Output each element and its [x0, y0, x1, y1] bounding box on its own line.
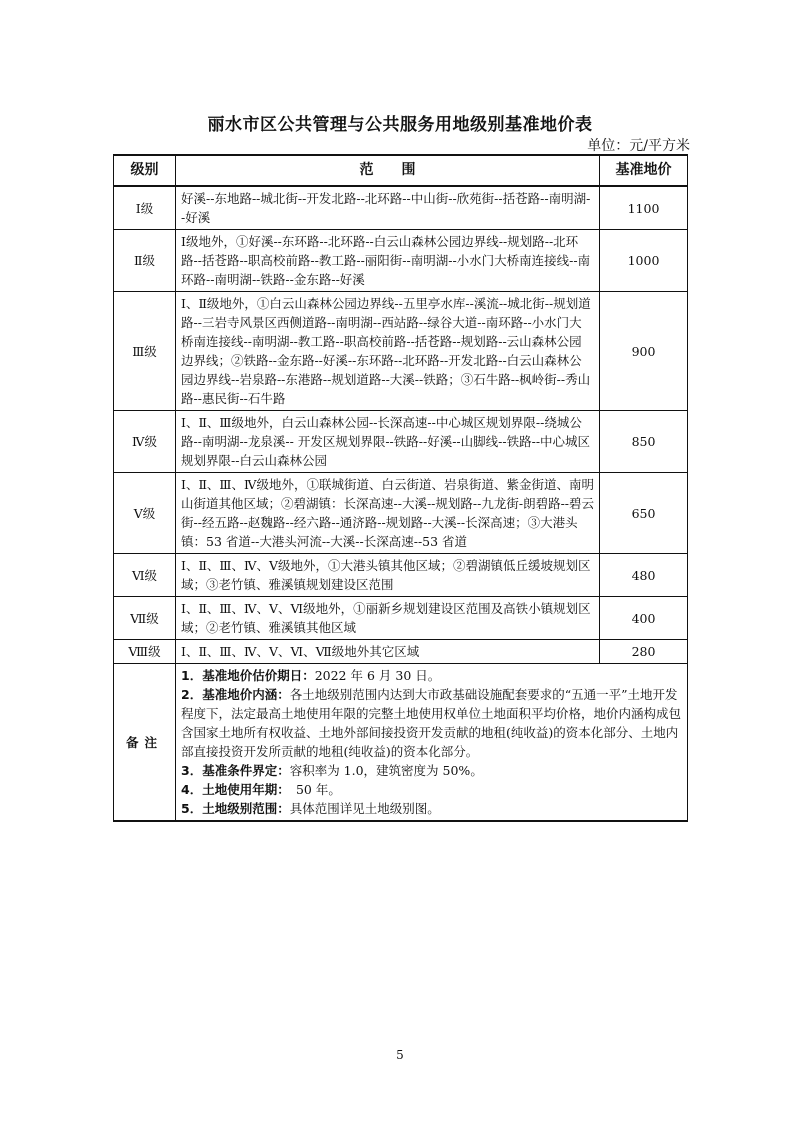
row-price: 400	[600, 597, 688, 640]
row-range: Ⅰ、Ⅱ、Ⅲ级地外，白云山森林公园--长深高速--中心城区规划界限--绕城公路--南明湖--龙泉溪-- 开发区规划界限--铁路--好溪--山脚线--铁路--中心城区规划界限--白云山森林公园	[176, 411, 600, 473]
note-body: 各土地级别范围内达到大市政基础设施配套要求的“五通一平”土地开发程度下，法定最高土地使用年限的完整土地使用权单位土地面积平均价格，地价内涵构成包含国家土地所有权收益、土地外部间接投资开发贡献的地租(纯收益)的资本化部分、土地内部直接投资开发所贡献的地租(纯收益)的资本化部分。	[181, 687, 682, 759]
table-row	[114, 640, 688, 664]
notes-row	[114, 664, 688, 822]
row-price: 480	[600, 554, 688, 597]
row-range: 好溪--东地路--城北街--开发北路--北环路--中山街--欣苑街--括苍路--南明湖--好溪	[176, 186, 600, 230]
table-row	[114, 473, 688, 554]
notes-label: 备注	[114, 664, 176, 822]
row-price: 900	[600, 292, 688, 411]
row-range: Ⅰ、Ⅱ、Ⅲ、Ⅳ级地外，①联城街道、白云街道、岩泉街道、紫金街道、南明山街道其他区域；②碧湖镇：长深高速--大溪--规划路--九龙街-朗碧路--碧云街--经五路--赵魏路--经六路--通济路--规划路--大溪--长深高速；③大港头镇：53 省道--大港头河流--大溪--长深高速--53 省道	[176, 473, 600, 554]
row-level: Ⅴ级	[114, 473, 176, 554]
table-row	[114, 597, 688, 640]
row-range: Ⅰ、Ⅱ级地外，①白云山森林公园边界线--五里亭水库--溪流--城北街--规划道路--三岩寺风景区西侧道路--南明湖--西站路--绿谷大道--南环路--小水门大桥南连接线--南明湖--教工路--职高校前路--括苍路--规划路--云山森林公园边界线；②铁路--金东路--好溪--东环路--北环路--开发北路--白云山森林公园边界线--岩泉路--东港路--规划道路--大溪--铁路；③石牛路--枫岭街--秀山路--惠民街--石牛路	[176, 292, 600, 411]
note-body: 2022 年 6 月 30 日。	[314, 668, 441, 683]
note-item	[181, 780, 682, 799]
table-row	[114, 411, 688, 473]
table-row	[114, 186, 688, 230]
table-row	[114, 292, 688, 411]
page-number: 5	[396, 1048, 404, 1062]
row-price: 1000	[600, 230, 688, 292]
land-price-table	[113, 154, 688, 822]
row-level: Ⅲ级	[114, 292, 176, 411]
row-price: 1100	[600, 186, 688, 230]
note-item	[181, 666, 682, 685]
note-body: 容积率为 1.0，建筑密度为 50%。	[289, 763, 483, 778]
row-level: Ⅶ级	[114, 597, 176, 640]
row-level: Ⅷ级	[114, 640, 176, 664]
table-header-row	[114, 155, 688, 186]
note-item	[181, 685, 682, 761]
table-row	[114, 554, 688, 597]
row-range: Ⅰ、Ⅱ、Ⅲ、Ⅳ、Ⅴ、Ⅵ、Ⅶ级地外其它区域	[176, 640, 600, 664]
row-price: 280	[600, 640, 688, 664]
note-head: 4．土地使用年期：	[181, 782, 284, 797]
note-head: 5．土地级别范围：	[181, 801, 290, 816]
row-range: Ⅰ级地外，①好溪--东环路--北环路--白云山森林公园边界线--规划路--北环路--括苍路--职高校前路--教工路--丽阳街--南明湖--小水门大桥南连接线--南环路--南明湖--铁路--金东路--好溪	[176, 230, 600, 292]
row-level: Ⅱ级	[114, 230, 176, 292]
note-head: 2．基准地价内涵：	[181, 687, 290, 702]
header-range: 范 围	[176, 155, 600, 186]
row-range: Ⅰ、Ⅱ、Ⅲ、Ⅳ、Ⅴ、Ⅵ级地外，①丽新乡规划建设区范围及高铁小镇规划区域；②老竹镇、雅溪镇其他区域	[176, 597, 600, 640]
notes-content	[176, 664, 688, 822]
row-level: Ⅳ级	[114, 411, 176, 473]
note-head: 1．基准地价估价期日：	[181, 668, 315, 683]
note-head: 3．基准条件界定：	[181, 763, 290, 778]
table-title: 丽水市区公共管理与公共服务用地级别基准地价表	[207, 115, 593, 135]
row-level: Ⅵ级	[114, 554, 176, 597]
unit-label: 单位：元/平方米	[587, 138, 690, 154]
note-body: 50 年。	[283, 782, 341, 797]
note-item	[181, 799, 682, 818]
header-price: 基准地价	[600, 155, 688, 186]
row-level: Ⅰ级	[114, 186, 176, 230]
row-range: Ⅰ、Ⅱ、Ⅲ、Ⅳ、Ⅴ级地外，①大港头镇其他区域；②碧湖镇低丘缓坡规划区域；③老竹镇、雅溪镇规划建设区范围	[176, 554, 600, 597]
note-body: 具体范围详见土地级别图。	[289, 801, 440, 816]
row-price: 650	[600, 473, 688, 554]
table-row	[114, 230, 688, 292]
note-item	[181, 761, 682, 780]
header-level: 级别	[114, 155, 176, 186]
row-price: 850	[600, 411, 688, 473]
